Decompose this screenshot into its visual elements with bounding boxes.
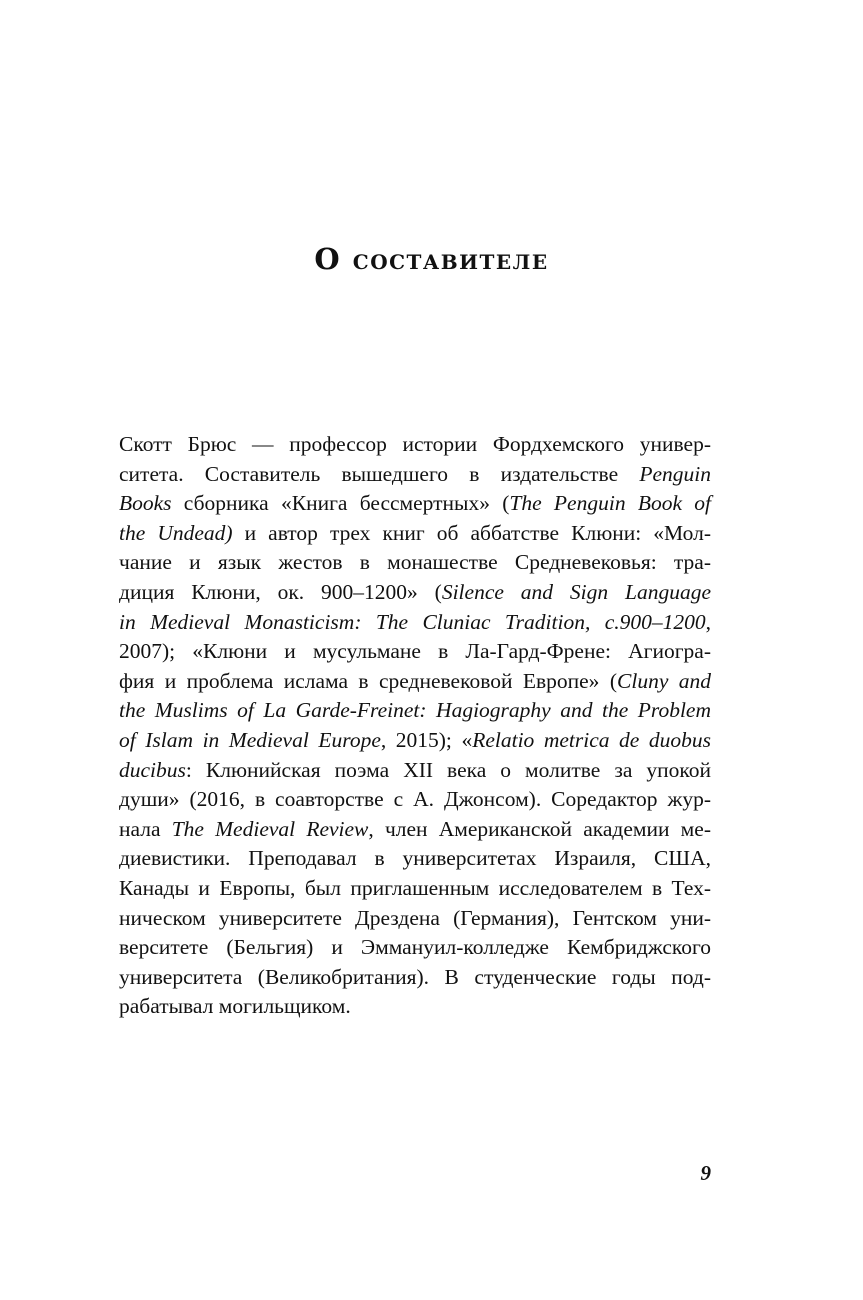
- text-line: [119, 608, 711, 638]
- text-line: [119, 933, 711, 963]
- text-segment: : Клюнийская поэма XII века о молитве за упокой: [185, 757, 711, 782]
- text-segment: диевистики. Преподавал в университетах Израиля, США,: [119, 846, 711, 871]
- italic-text-segment: the Muslims of La Garde-Freinet: Hagiography and the Problem: [119, 698, 711, 723]
- text-line: [119, 904, 711, 934]
- text-line: [119, 489, 711, 519]
- text-segment: верситете (Бельгия) и Эммануил-колледже Кембриджского: [119, 935, 711, 960]
- text-segment: , 2015); «: [380, 727, 473, 752]
- author-bio-paragraph: [119, 430, 711, 1022]
- text-line: [119, 726, 711, 756]
- page-number: 9: [700, 1161, 711, 1185]
- italic-text-segment: ducibus: [119, 757, 186, 782]
- text-segment: фия и проблема ислама в средневековой Европе» (: [119, 668, 617, 693]
- italic-text-segment: the Undead): [119, 520, 233, 545]
- text-line: [119, 519, 711, 549]
- text-segment: ситета. Составитель вышедшего в издательстве: [119, 461, 640, 486]
- italic-text-segment: Cluny and: [617, 668, 712, 693]
- text-line: [119, 815, 711, 845]
- text-line: [119, 667, 711, 697]
- text-segment: души» (2016, в соавторстве с А. Джонсом). Соредактор жур-: [119, 787, 711, 812]
- italic-text-segment: The Medieval Review: [171, 816, 369, 841]
- text-segment: университета (Великобритания). В студенческие годы под-: [119, 964, 711, 989]
- text-line: [119, 460, 711, 490]
- italic-text-segment: Relatio metrica de duobus: [472, 727, 711, 752]
- text-line: [119, 430, 711, 460]
- text-segment: ническом университете Дрездена (Германия), Гентском уни-: [119, 905, 711, 930]
- text-line: [119, 548, 711, 578]
- italic-text-segment: of Islam in Medieval Europe: [119, 727, 381, 752]
- text-segment: 2007); «Клюни и мусульмане в Ла-Гард-Френе: Агиогра-: [119, 639, 711, 664]
- italic-text-segment: The Penguin Book of: [509, 491, 711, 516]
- text-line: [119, 756, 711, 786]
- text-segment: Скотт Брюс — профессор истории Фордхемского универ-: [119, 432, 711, 456]
- text-line: [119, 992, 711, 1022]
- text-line: [119, 874, 711, 904]
- text-segment: и автор трех книг об аббатстве Клюни: «Мол-: [232, 520, 711, 545]
- text-segment: , член Американской академии ме-: [368, 816, 711, 841]
- text-line: [119, 578, 711, 608]
- text-line: [119, 637, 711, 667]
- italic-text-segment: Books: [119, 491, 172, 516]
- text-line: [119, 963, 711, 993]
- italic-text-segment: Penguin: [639, 461, 711, 486]
- text-segment: диция Клюни, ок. 900–1200» (: [119, 579, 442, 604]
- text-segment: ,: [705, 609, 711, 634]
- text-segment: чание и язык жестов в монашестве Средневековья: тра-: [119, 550, 711, 575]
- text-segment: сборника «Книга бессмертных» (: [171, 491, 510, 516]
- text-segment: нала: [119, 816, 172, 841]
- italic-text-segment: in Medieval Monasticism: The Cluniac Tradition, c.900–1200: [119, 609, 706, 634]
- text-line: [119, 696, 711, 726]
- page-title: О составителе: [314, 242, 549, 276]
- text-segment: Канады и Европы, был приглашенным исследователем в Тех-: [119, 875, 711, 900]
- italic-text-segment: Silence and Sign Language: [441, 579, 711, 604]
- text-line: [119, 844, 711, 874]
- text-line: [119, 785, 711, 815]
- text-segment: рабатывал могильщиком.: [119, 994, 351, 1019]
